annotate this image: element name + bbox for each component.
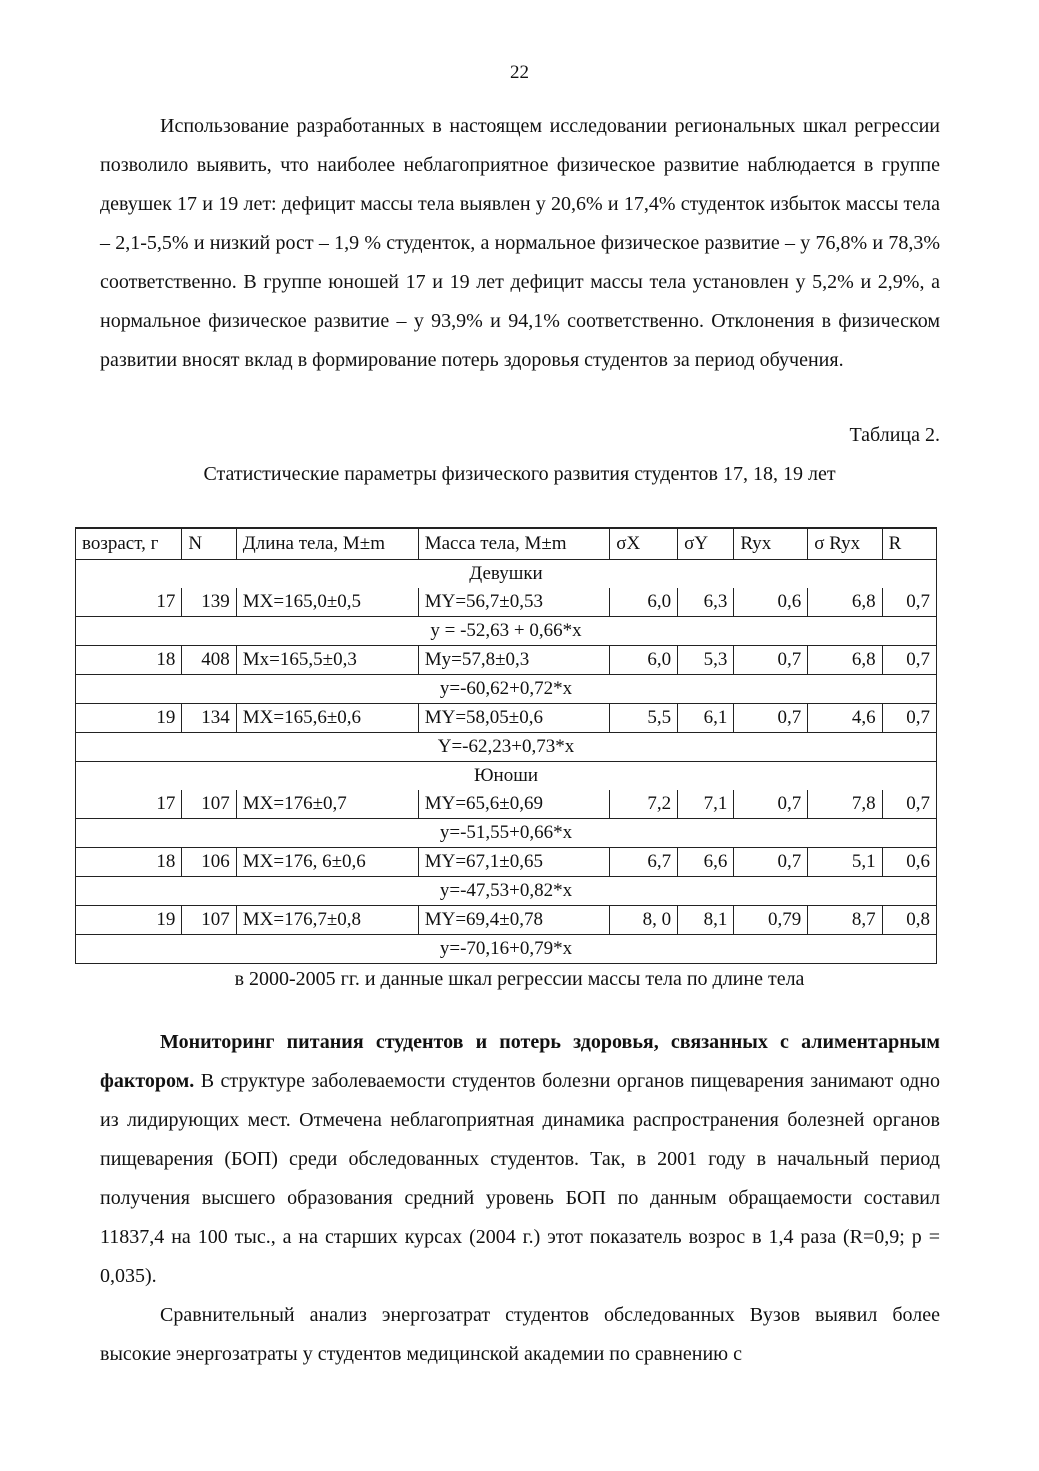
regression-formula: y=-47,53+0,82*x [76,877,937,906]
cell-sigma-ryx: 5,1 [808,848,882,877]
cell-age: 17 [76,790,182,819]
cell-r: 0,7 [882,588,936,617]
cell-n: 134 [182,704,236,733]
header-body-mass: Масса тела, M±m [418,528,610,560]
cell-n: 106 [182,848,236,877]
cell-sigma-y: 6,1 [678,704,734,733]
regression-formula: y=-51,55+0,66*x [76,819,937,848]
cell-sigma-x: 8, 0 [610,906,678,935]
table-label: Таблица 2. [849,424,940,446]
cell-sigma-y: 6,3 [678,588,734,617]
cell-r: 0,6 [882,848,936,877]
table-group-header [76,560,937,589]
cell-sigma-y: 5,3 [678,646,734,675]
cell-age: 17 [76,588,182,617]
group-name-girls: Девушки [76,560,937,589]
cell-mass: MY=56,7±0,53 [418,588,610,617]
table-formula-row [76,733,937,762]
table-caption: Статистические параметры физического развития студентов 17, 18, 19 лет [203,463,836,485]
table-formula-row [76,819,937,848]
header-body-length: Длина тела, M±m [236,528,418,560]
table-caption-bottom: в 2000-2005 гг. и данные шкал регрессии массы тела по длине тела [234,968,805,990]
cell-length: MX=165,6±0,6 [236,704,418,733]
cell-sigma-ryx: 7,8 [808,790,882,819]
page-number: 22 [510,62,529,83]
cell-n: 107 [182,790,236,819]
cell-sigma-ryx: 8,7 [808,906,882,935]
cell-length: MX=176,7±0,8 [236,906,418,935]
table-formula-row [76,877,937,906]
cell-r: 0,7 [882,790,936,819]
cell-ryx: 0,7 [734,790,808,819]
cell-sigma-x: 6,7 [610,848,678,877]
cell-sigma-y: 7,1 [678,790,734,819]
cell-mass: MY=58,05±0,6 [418,704,610,733]
cell-length: MX=165,0±0,5 [236,588,418,617]
header-r: R [882,528,936,560]
cell-sigma-ryx: 6,8 [808,588,882,617]
cell-ryx: 0,79 [734,906,808,935]
cell-r: 0,8 [882,906,936,935]
cell-age: 18 [76,848,182,877]
table-row [76,704,937,733]
cell-sigma-x: 5,5 [610,704,678,733]
group-name-boys: Юноши [76,762,937,791]
cell-ryx: 0,7 [734,646,808,675]
cell-sigma-y: 8,1 [678,906,734,935]
cell-r: 0,7 [882,704,936,733]
cell-n: 139 [182,588,236,617]
table-row [76,790,937,819]
cell-ryx: 0,7 [734,704,808,733]
cell-mass: MY=67,1±0,65 [418,848,610,877]
cell-sigma-ryx: 4,6 [808,704,882,733]
cell-ryx: 0,6 [734,588,808,617]
table-formula-row [76,675,937,704]
table-row [76,646,937,675]
regression-formula: y=-70,16+0,79*x [76,935,937,964]
cell-ryx: 0,7 [734,848,808,877]
regression-formula: y=-60,62+0,72*x [76,675,937,704]
paragraph-nutrition-text: В структуре заболеваемости студентов болезни органов пищеварения занимают одно из лидирующих мест. Отмечена неблагоприятная динамика распространения болезней органов пищеварения (БОП) среди обследованных студентов. Так, в 2001 году в начальный период получения высшего образования средний уровень БОП по данным обращаемости составил 11837,4 на 100 тыс., а на старших курсах (2004 г.) этот показатель возрос в 1,4 раза (R=0,9; p = 0,035). [100,1070,940,1287]
header-sigma-x: σX [610,528,678,560]
cell-sigma-x: 7,2 [610,790,678,819]
table-group-header [76,762,937,791]
cell-mass: MY=69,4±0,78 [418,906,610,935]
paragraph-nutrition [100,1023,940,1296]
header-age: возраст, г [76,528,182,560]
table-row [76,906,937,935]
cell-sigma-ryx: 6,8 [808,646,882,675]
regression-formula: y = -52,63 + 0,66*x [76,617,937,646]
table-formula-row [76,617,937,646]
cell-age: 18 [76,646,182,675]
cell-sigma-y: 6,6 [678,848,734,877]
cell-mass: MY=65,6±0,69 [418,790,610,819]
cell-mass: My=57,8±0,3 [418,646,610,675]
cell-n: 107 [182,906,236,935]
header-n: N [182,528,236,560]
cell-length: Mx=165,5±0,3 [236,646,418,675]
paragraph-energy: Сравнительный анализ энергозатрат студентов обследованных Вузов выявил более высокие энергозатраты у студентов медицинской академии по сравнению с [100,1304,940,1365]
section-heading: Мониторинг питания студентов и потерь здоровья, связанных с алиментарным фактором. [100,1031,940,1092]
cell-age: 19 [76,906,182,935]
paragraph-intro: Использование разработанных в настоящем исследовании региональных шкал регрессии позволило выявить, что наиболее неблагоприятное физическое развитие наблюдается в группе девушек 17 и 19 лет: дефицит массы тела выявлен у 20,6% и 17,4% студенток избыток массы тела – 2,1-5,5% и низкий рост – 1,9 % студенток, а нормальное физическое развитие – у 76,8% и 78,3% соответственно. В группе юношей 17 и 19 лет дефицит массы тела установлен у 5,2% и 2,9%, а нормальное физическое развитие – у 93,9% и 94,1% соответственно. Отклонения в физическом развитии вносят вклад в формирование потерь здоровья студентов за период обучения. [100,115,940,371]
statistics-table [75,527,937,964]
cell-r: 0,7 [882,646,936,675]
table-row [76,588,937,617]
cell-age: 19 [76,704,182,733]
table-row [76,848,937,877]
header-ryx: Ryx [734,528,808,560]
table-formula-row [76,935,937,964]
cell-length: MX=176, 6±0,6 [236,848,418,877]
header-sigma-ryx: σ Ryx [808,528,882,560]
cell-length: MX=176±0,7 [236,790,418,819]
cell-sigma-x: 6,0 [610,588,678,617]
header-sigma-y: σY [678,528,734,560]
table-header-row [76,528,937,560]
cell-sigma-x: 6,0 [610,646,678,675]
regression-formula: Y=-62,23+0,73*x [76,733,937,762]
cell-n: 408 [182,646,236,675]
